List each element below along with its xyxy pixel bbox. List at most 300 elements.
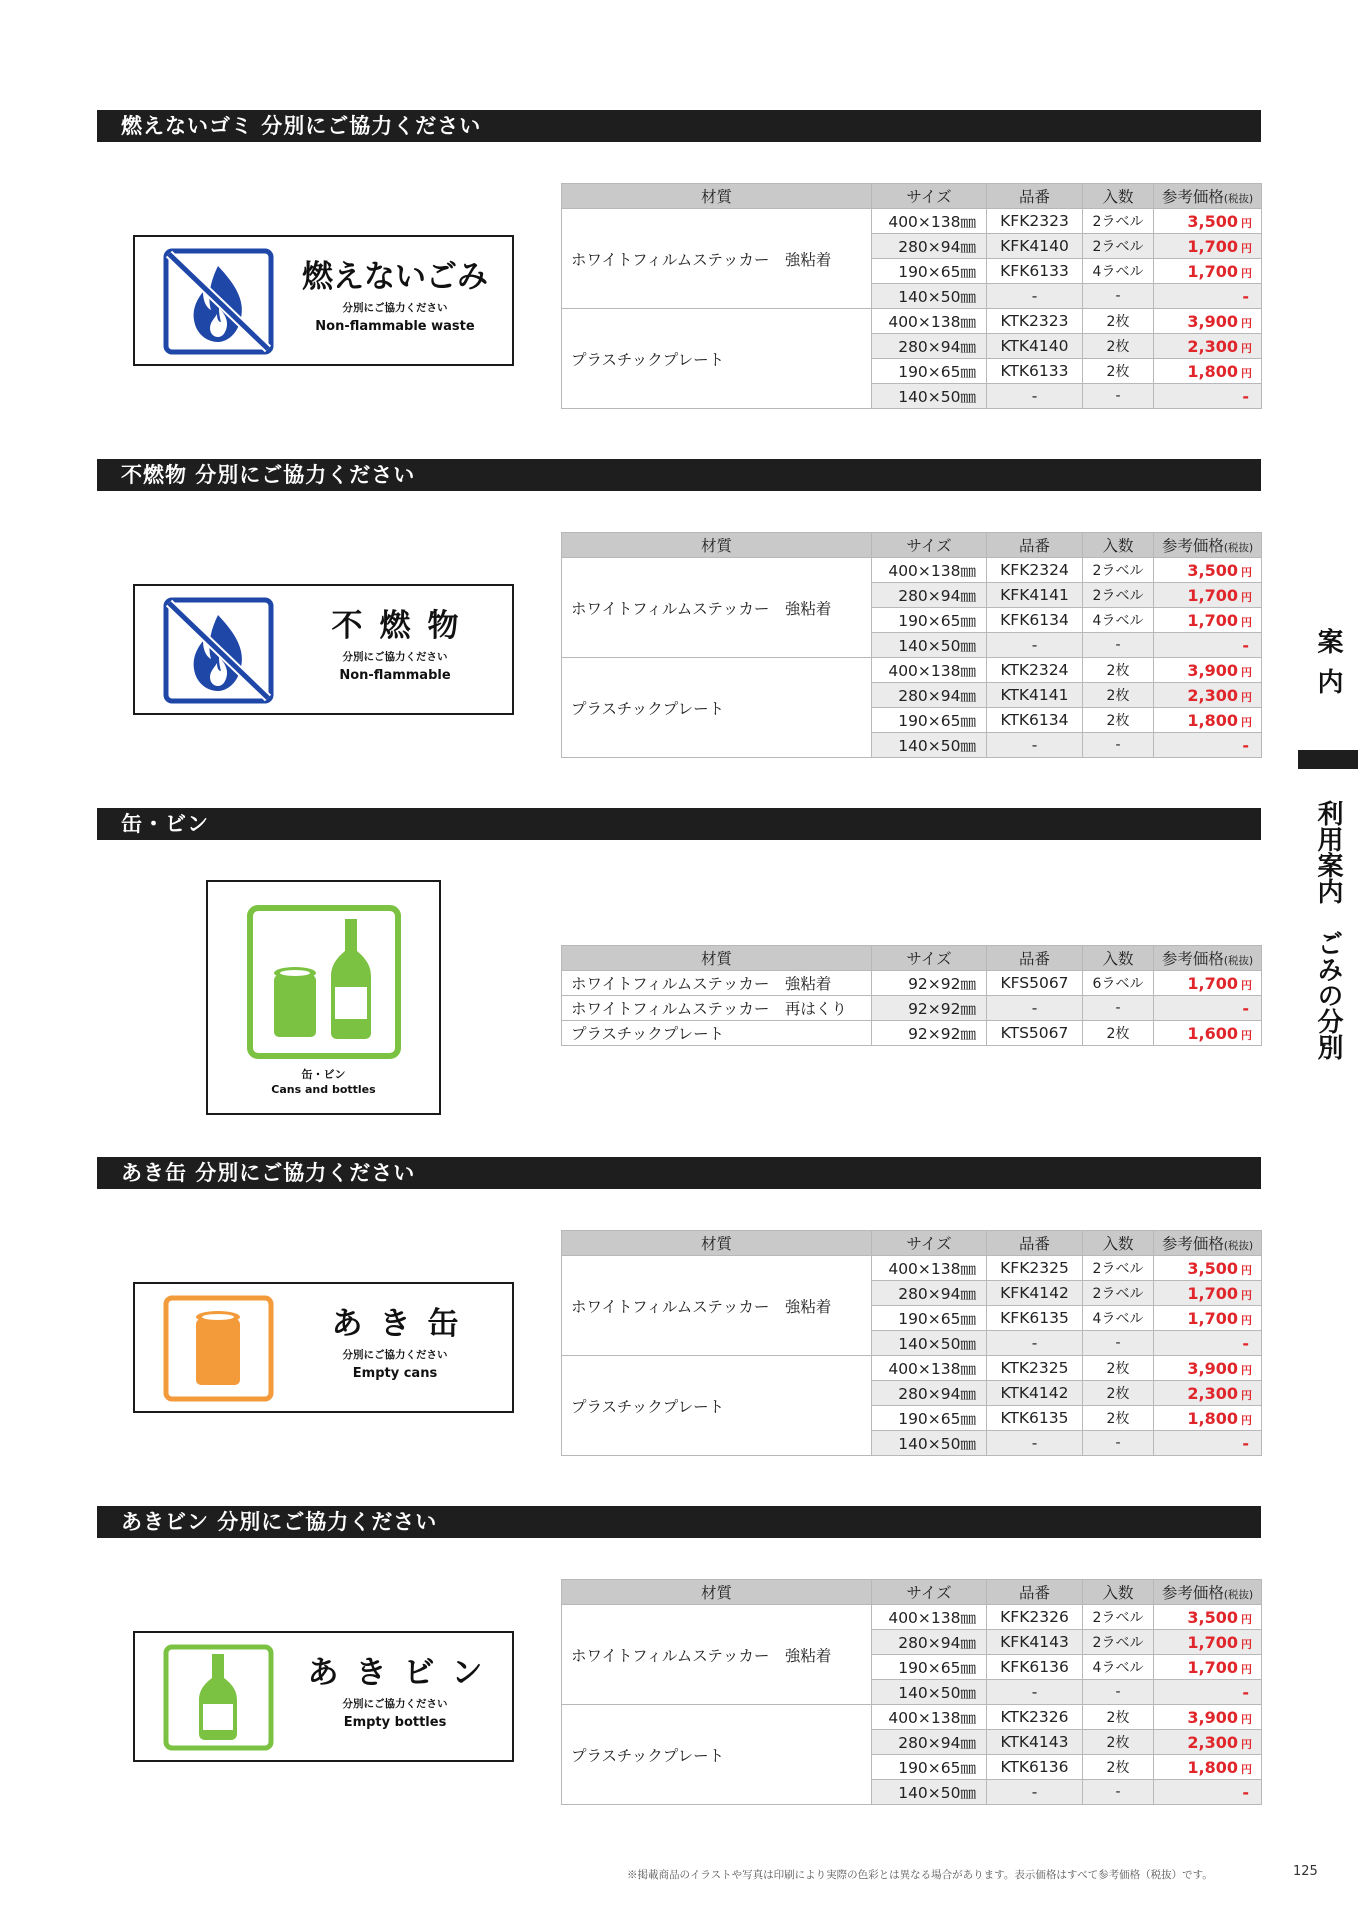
header-price-tax: (税抜) bbox=[1223, 542, 1254, 554]
price-yen: 円 bbox=[1241, 1612, 1252, 1626]
price-value: 1,700 bbox=[1187, 585, 1238, 605]
cell-price bbox=[1154, 309, 1262, 334]
cell-quantity: 2枚 bbox=[1083, 1356, 1154, 1381]
cell-quantity: 4ラベル bbox=[1083, 1306, 1154, 1331]
header-quantity: 入数 bbox=[1083, 1231, 1154, 1256]
sign-en-text: Empty cans bbox=[352, 1366, 438, 1381]
price-yen: 円 bbox=[1241, 241, 1252, 255]
cell-part-number: KTK4140 bbox=[987, 334, 1083, 359]
cell-quantity: 2ラベル bbox=[1083, 583, 1154, 608]
header-quantity: 入数 bbox=[1083, 1580, 1154, 1605]
price-value: 1,800 bbox=[1187, 1408, 1238, 1428]
cell-price bbox=[1154, 1705, 1262, 1730]
cell-part-number: KFK2326 bbox=[987, 1605, 1083, 1630]
price-yen: 円 bbox=[1241, 1737, 1252, 1751]
header-price bbox=[1154, 184, 1262, 209]
price-yen: 円 bbox=[1241, 978, 1252, 992]
cell-price bbox=[1154, 1780, 1262, 1805]
price-yen: 円 bbox=[1241, 665, 1252, 679]
cell-part-number: KFK2324 bbox=[987, 558, 1083, 583]
header-price-label: 参考価格 bbox=[1161, 537, 1224, 555]
sign-jp-text: 不燃物 bbox=[331, 608, 476, 644]
cell-price bbox=[1154, 1630, 1262, 1655]
cell-size: 280×94㎜ bbox=[872, 234, 987, 259]
side-tab-divider bbox=[1298, 750, 1358, 769]
header-part-number: 品番 bbox=[987, 946, 1083, 971]
cell-part-number: KFK2325 bbox=[987, 1256, 1083, 1281]
header-price-tax: (税抜) bbox=[1223, 1240, 1254, 1252]
price-value: 3,900 bbox=[1187, 1707, 1238, 1727]
cell-quantity: 4ラベル bbox=[1083, 259, 1154, 284]
cell-quantity: 2ラベル bbox=[1083, 1630, 1154, 1655]
cell-quantity: - bbox=[1083, 1780, 1154, 1805]
cell-price bbox=[1154, 1306, 1262, 1331]
sign-nonflammable bbox=[133, 584, 514, 715]
header-material: 材質 bbox=[562, 1231, 872, 1256]
header-size: サイズ bbox=[872, 1580, 987, 1605]
cell-size: 400×138㎜ bbox=[872, 309, 987, 334]
section-title: 燃えないゴミ 分別にご協力ください bbox=[97, 110, 1261, 142]
cell-size: 280×94㎜ bbox=[872, 1730, 987, 1755]
cell-material: ホワイトフィルムステッカー 再はくり bbox=[562, 996, 872, 1021]
cell-price bbox=[1154, 209, 1262, 234]
cell-part-number: KFK4141 bbox=[987, 583, 1083, 608]
price-yen: 円 bbox=[1241, 1313, 1252, 1327]
sign-en-text: Empty bottles bbox=[343, 1715, 447, 1730]
cell-material: プラスチックプレート bbox=[562, 309, 872, 409]
price-yen: 円 bbox=[1241, 590, 1252, 604]
cell-quantity: 2ラベル bbox=[1083, 1605, 1154, 1630]
sign-sub-text: 分別にご協力ください bbox=[342, 651, 448, 663]
cell-quantity: 2枚 bbox=[1083, 708, 1154, 733]
sign-sub-text: 分別にご協力ください bbox=[342, 1698, 448, 1710]
table-header-row bbox=[562, 533, 1262, 558]
price-value: 2,300 bbox=[1187, 1732, 1238, 1752]
table-row bbox=[562, 1256, 1262, 1281]
cell-size: 400×138㎜ bbox=[872, 1605, 987, 1630]
cell-size: 92×92㎜ bbox=[872, 1021, 987, 1046]
cell-part-number: - bbox=[987, 1680, 1083, 1705]
side-tab-top-text: 案内 bbox=[1313, 628, 1343, 708]
cell-quantity: 2枚 bbox=[1083, 658, 1154, 683]
cell-price bbox=[1154, 284, 1262, 309]
cell-size: 400×138㎜ bbox=[872, 1356, 987, 1381]
cell-size: 280×94㎜ bbox=[872, 1630, 987, 1655]
cell-size: 280×94㎜ bbox=[872, 1381, 987, 1406]
header-size: サイズ bbox=[872, 184, 987, 209]
cell-material: プラスチックプレート bbox=[562, 1021, 872, 1046]
price-value: 1,700 bbox=[1187, 1308, 1238, 1328]
header-part-number: 品番 bbox=[987, 184, 1083, 209]
cell-size: 400×138㎜ bbox=[872, 209, 987, 234]
sign-empty-bottles bbox=[133, 1631, 514, 1762]
price-value: 1,700 bbox=[1187, 1657, 1238, 1677]
price-value: 1,800 bbox=[1187, 1757, 1238, 1777]
can-and-bottle-icon bbox=[247, 905, 401, 1059]
cell-size: 140×50㎜ bbox=[872, 633, 987, 658]
header-material: 材質 bbox=[562, 1580, 872, 1605]
cell-quantity: 2枚 bbox=[1083, 309, 1154, 334]
price-value: - bbox=[1242, 386, 1249, 406]
cell-material: ホワイトフィルムステッカー 強粘着 bbox=[562, 1256, 872, 1356]
cell-price bbox=[1154, 1381, 1262, 1406]
sign-sub-text: 分別にご協力ください bbox=[342, 302, 448, 314]
cell-quantity: 2ラベル bbox=[1083, 234, 1154, 259]
price-yen: 円 bbox=[1241, 565, 1252, 579]
cell-quantity: 2枚 bbox=[1083, 683, 1154, 708]
cell-price bbox=[1154, 1431, 1262, 1456]
price-yen: 円 bbox=[1241, 690, 1252, 704]
cell-size: 140×50㎜ bbox=[872, 1780, 987, 1805]
cell-size: 190×65㎜ bbox=[872, 1406, 987, 1431]
cell-part-number: KFK2323 bbox=[987, 209, 1083, 234]
sign-sub-text: 分別にご協力ください bbox=[342, 1349, 448, 1361]
cell-price bbox=[1154, 384, 1262, 409]
no-fire-icon bbox=[163, 248, 274, 355]
product-table bbox=[561, 1230, 1262, 1456]
header-price bbox=[1154, 946, 1262, 971]
sign-nonflammable-waste bbox=[133, 235, 514, 366]
side-tab-bottom-text: 利用案内 ごみの分別 bbox=[1313, 800, 1343, 1060]
cell-price bbox=[1154, 608, 1262, 633]
header-quantity: 入数 bbox=[1083, 184, 1154, 209]
cell-price bbox=[1154, 1256, 1262, 1281]
cell-material: ホワイトフィルムステッカー 強粘着 bbox=[562, 1605, 872, 1705]
cell-part-number: KTK2326 bbox=[987, 1705, 1083, 1730]
price-yen: 円 bbox=[1241, 1712, 1252, 1726]
header-material: 材質 bbox=[562, 533, 872, 558]
cell-size: 190×65㎜ bbox=[872, 259, 987, 284]
price-value: - bbox=[1242, 286, 1249, 306]
price-value: 3,900 bbox=[1187, 1358, 1238, 1378]
cell-quantity: - bbox=[1083, 1431, 1154, 1456]
cell-price bbox=[1154, 733, 1262, 758]
cell-price bbox=[1154, 334, 1262, 359]
price-yen: 円 bbox=[1241, 615, 1252, 629]
cell-price bbox=[1154, 1356, 1262, 1381]
header-size: サイズ bbox=[872, 946, 987, 971]
cell-quantity: 2ラベル bbox=[1083, 209, 1154, 234]
cell-size: 400×138㎜ bbox=[872, 658, 987, 683]
price-value: 1,700 bbox=[1187, 1632, 1238, 1652]
price-value: 2,300 bbox=[1187, 685, 1238, 705]
price-yen: 円 bbox=[1241, 216, 1252, 230]
header-price-label: 参考価格 bbox=[1161, 950, 1224, 968]
cell-size: 190×65㎜ bbox=[872, 359, 987, 384]
cell-quantity: - bbox=[1083, 633, 1154, 658]
cell-quantity: 2枚 bbox=[1083, 334, 1154, 359]
cell-quantity: 2枚 bbox=[1083, 1755, 1154, 1780]
cell-quantity: 2ラベル bbox=[1083, 1281, 1154, 1306]
cell-quantity: 4ラベル bbox=[1083, 608, 1154, 633]
header-part-number: 品番 bbox=[987, 533, 1083, 558]
cell-price bbox=[1154, 359, 1262, 384]
cell-size: 140×50㎜ bbox=[872, 733, 987, 758]
cell-price bbox=[1154, 558, 1262, 583]
no-fire-icon bbox=[163, 597, 274, 704]
price-yen: 円 bbox=[1241, 1363, 1252, 1377]
table-header-row bbox=[562, 1580, 1262, 1605]
price-value: 3,900 bbox=[1187, 311, 1238, 331]
cell-part-number: KFK4142 bbox=[987, 1281, 1083, 1306]
cell-quantity: - bbox=[1083, 1331, 1154, 1356]
product-table bbox=[561, 1579, 1262, 1805]
sign-en-text: Non-flammable bbox=[339, 668, 451, 683]
cell-price bbox=[1154, 1406, 1262, 1431]
price-value: - bbox=[1242, 1782, 1249, 1802]
cell-price bbox=[1154, 1730, 1262, 1755]
cell-price bbox=[1154, 234, 1262, 259]
price-value: 1,800 bbox=[1187, 710, 1238, 730]
cell-part-number: KFK4140 bbox=[987, 234, 1083, 259]
table-row bbox=[562, 996, 1262, 1021]
price-value: 3,500 bbox=[1187, 560, 1238, 580]
cell-quantity: - bbox=[1083, 384, 1154, 409]
cell-price bbox=[1154, 1605, 1262, 1630]
cell-quantity: - bbox=[1083, 996, 1154, 1021]
sign-jp-text: 燃えないごみ bbox=[302, 259, 488, 295]
cell-size: 140×50㎜ bbox=[872, 284, 987, 309]
header-quantity: 入数 bbox=[1083, 946, 1154, 971]
cell-price bbox=[1154, 1021, 1262, 1046]
price-yen: 円 bbox=[1241, 366, 1252, 380]
product-table bbox=[561, 183, 1262, 409]
cell-quantity: - bbox=[1083, 284, 1154, 309]
cell-size: 280×94㎜ bbox=[872, 583, 987, 608]
price-yen: 円 bbox=[1241, 1263, 1252, 1277]
product-table bbox=[561, 532, 1262, 758]
cell-quantity: 2枚 bbox=[1083, 1381, 1154, 1406]
cell-price bbox=[1154, 1755, 1262, 1780]
cell-quantity: 2ラベル bbox=[1083, 558, 1154, 583]
header-quantity: 入数 bbox=[1083, 533, 1154, 558]
table-row bbox=[562, 1705, 1262, 1730]
table-header-row bbox=[562, 1231, 1262, 1256]
sign-cans-bottles bbox=[206, 880, 441, 1115]
cell-size: 190×65㎜ bbox=[872, 1755, 987, 1780]
cell-part-number: KFK6135 bbox=[987, 1306, 1083, 1331]
product-table bbox=[561, 945, 1262, 1046]
price-value: - bbox=[1242, 1333, 1249, 1353]
price-yen: 円 bbox=[1241, 715, 1252, 729]
cell-part-number: KTK2325 bbox=[987, 1356, 1083, 1381]
cell-size: 400×138㎜ bbox=[872, 1256, 987, 1281]
price-yen: 円 bbox=[1241, 1762, 1252, 1776]
table-header-row bbox=[562, 184, 1262, 209]
cell-size: 140×50㎜ bbox=[872, 1680, 987, 1705]
cell-price bbox=[1154, 658, 1262, 683]
price-yen: 円 bbox=[1241, 1637, 1252, 1651]
price-yen: 円 bbox=[1241, 1662, 1252, 1676]
header-part-number: 品番 bbox=[987, 1231, 1083, 1256]
cell-price bbox=[1154, 1680, 1262, 1705]
price-value: 3,900 bbox=[1187, 660, 1238, 680]
cell-part-number: KTK2323 bbox=[987, 309, 1083, 334]
price-value: 1,600 bbox=[1187, 1023, 1238, 1043]
header-price bbox=[1154, 1580, 1262, 1605]
sign-en-text: Cans and bottles bbox=[271, 1083, 376, 1096]
table-row bbox=[562, 209, 1262, 234]
cell-size: 280×94㎜ bbox=[872, 1281, 987, 1306]
cell-material: プラスチックプレート bbox=[562, 658, 872, 758]
price-value: 1,800 bbox=[1187, 361, 1238, 381]
cell-part-number: KTK6133 bbox=[987, 359, 1083, 384]
cell-price bbox=[1154, 1655, 1262, 1680]
sign-empty-cans bbox=[133, 1282, 514, 1413]
cell-part-number: KTK6136 bbox=[987, 1755, 1083, 1780]
sign-jp-text: 缶・ビン bbox=[301, 1068, 346, 1081]
cell-size: 400×138㎜ bbox=[872, 558, 987, 583]
section-title: 缶・ビン bbox=[97, 808, 1261, 840]
header-price-label: 参考価格 bbox=[1161, 1584, 1224, 1602]
price-value: - bbox=[1242, 998, 1249, 1018]
cell-material: ホワイトフィルムステッカー 強粘着 bbox=[562, 971, 872, 996]
cell-price bbox=[1154, 708, 1262, 733]
cell-part-number: - bbox=[987, 1780, 1083, 1805]
header-price bbox=[1154, 1231, 1262, 1256]
sign-jp-text: あき缶 bbox=[331, 1306, 476, 1342]
table-row bbox=[562, 658, 1262, 683]
header-price-tax: (税抜) bbox=[1223, 955, 1254, 967]
cell-size: 190×65㎜ bbox=[872, 1306, 987, 1331]
price-value: - bbox=[1242, 1433, 1249, 1453]
cell-quantity: 2枚 bbox=[1083, 1406, 1154, 1431]
cell-size: 190×65㎜ bbox=[872, 608, 987, 633]
header-material: 材質 bbox=[562, 946, 872, 971]
cell-price bbox=[1154, 996, 1262, 1021]
price-value: 3,500 bbox=[1187, 1607, 1238, 1627]
header-price-label: 参考価格 bbox=[1161, 188, 1224, 206]
table-row bbox=[562, 1605, 1262, 1630]
cell-quantity: 4ラベル bbox=[1083, 1655, 1154, 1680]
cell-part-number: KFK4143 bbox=[987, 1630, 1083, 1655]
cell-size: 190×65㎜ bbox=[872, 708, 987, 733]
cell-part-number: KFK6136 bbox=[987, 1655, 1083, 1680]
cell-part-number: KFK6134 bbox=[987, 608, 1083, 633]
cell-quantity: 2枚 bbox=[1083, 1705, 1154, 1730]
side-tab-guide bbox=[1298, 628, 1358, 708]
section-title: あきビン 分別にご協力ください bbox=[97, 1506, 1261, 1538]
cell-part-number: KTS5067 bbox=[987, 1021, 1083, 1046]
cell-part-number: - bbox=[987, 284, 1083, 309]
cell-price bbox=[1154, 633, 1262, 658]
cell-size: 92×92㎜ bbox=[872, 971, 987, 996]
footnote: ※掲載商品のイラストや写真は印刷により実際の色彩とは異なる場合があります。表示価格はすべて参考価格（税抜）です。 bbox=[627, 1869, 1213, 1881]
cell-part-number: - bbox=[987, 733, 1083, 758]
price-value: 1,700 bbox=[1187, 610, 1238, 630]
header-part-number: 品番 bbox=[987, 1580, 1083, 1605]
cell-size: 190×65㎜ bbox=[872, 1655, 987, 1680]
sign-en-text: Non-flammable waste bbox=[315, 319, 475, 334]
section-title: 不燃物 分別にご協力ください bbox=[97, 459, 1261, 491]
cell-quantity: - bbox=[1083, 733, 1154, 758]
cell-price bbox=[1154, 971, 1262, 996]
cell-quantity: 2枚 bbox=[1083, 1730, 1154, 1755]
table-row bbox=[562, 1021, 1262, 1046]
price-value: 1,700 bbox=[1187, 1283, 1238, 1303]
cell-quantity: 6ラベル bbox=[1083, 971, 1154, 996]
cell-size: 280×94㎜ bbox=[872, 683, 987, 708]
cell-part-number: KTK4142 bbox=[987, 1381, 1083, 1406]
cell-part-number: KTK4141 bbox=[987, 683, 1083, 708]
price-value: 3,500 bbox=[1187, 1258, 1238, 1278]
cell-part-number: KTK2324 bbox=[987, 658, 1083, 683]
bottle-icon bbox=[163, 1644, 274, 1751]
header-material: 材質 bbox=[562, 184, 872, 209]
header-size: サイズ bbox=[872, 533, 987, 558]
cell-material: ホワイトフィルムステッカー 強粘着 bbox=[562, 209, 872, 309]
cell-part-number: KFS5067 bbox=[987, 971, 1083, 996]
price-value: 3,500 bbox=[1187, 211, 1238, 231]
price-yen: 円 bbox=[1241, 1388, 1252, 1402]
cell-part-number: - bbox=[987, 633, 1083, 658]
cell-part-number: - bbox=[987, 1431, 1083, 1456]
cell-material: ホワイトフィルムステッカー 強粘着 bbox=[562, 558, 872, 658]
side-tab-category bbox=[1298, 800, 1358, 1060]
cell-material: プラスチックプレート bbox=[562, 1705, 872, 1805]
table-row bbox=[562, 558, 1262, 583]
price-yen: 円 bbox=[1241, 1028, 1252, 1042]
price-value: 1,700 bbox=[1187, 236, 1238, 256]
cell-size: 140×50㎜ bbox=[872, 1331, 987, 1356]
table-row bbox=[562, 309, 1262, 334]
header-price-tax: (税抜) bbox=[1223, 1589, 1254, 1601]
cell-part-number: - bbox=[987, 1331, 1083, 1356]
price-value: 2,300 bbox=[1187, 336, 1238, 356]
table-row bbox=[562, 971, 1262, 996]
price-yen: 円 bbox=[1241, 341, 1252, 355]
price-yen: 円 bbox=[1241, 1413, 1252, 1427]
table-row bbox=[562, 1356, 1262, 1381]
cell-part-number: KTK6134 bbox=[987, 708, 1083, 733]
can-icon bbox=[163, 1295, 274, 1402]
price-yen: 円 bbox=[1241, 266, 1252, 280]
cell-size: 280×94㎜ bbox=[872, 334, 987, 359]
price-value: 1,700 bbox=[1187, 261, 1238, 281]
cell-part-number: KFK6133 bbox=[987, 259, 1083, 284]
cell-size: 92×92㎜ bbox=[872, 996, 987, 1021]
header-price-label: 参考価格 bbox=[1161, 1235, 1224, 1253]
price-yen: 円 bbox=[1241, 1288, 1252, 1302]
price-yen: 円 bbox=[1241, 316, 1252, 330]
cell-price bbox=[1154, 259, 1262, 284]
cell-price bbox=[1154, 683, 1262, 708]
cell-part-number: - bbox=[987, 996, 1083, 1021]
header-size: サイズ bbox=[872, 1231, 987, 1256]
table-header-row bbox=[562, 946, 1262, 971]
cell-quantity: 2枚 bbox=[1083, 1021, 1154, 1046]
header-price bbox=[1154, 533, 1262, 558]
cell-size: 140×50㎜ bbox=[872, 1431, 987, 1456]
cell-part-number: KTK6135 bbox=[987, 1406, 1083, 1431]
cell-part-number: KTK4143 bbox=[987, 1730, 1083, 1755]
cell-price bbox=[1154, 1331, 1262, 1356]
price-value: 1,700 bbox=[1187, 973, 1238, 993]
cell-size: 400×138㎜ bbox=[872, 1705, 987, 1730]
header-price-tax: (税抜) bbox=[1223, 193, 1254, 205]
price-value: - bbox=[1242, 735, 1249, 755]
cell-material: プラスチックプレート bbox=[562, 1356, 872, 1456]
cell-price bbox=[1154, 583, 1262, 608]
section-title: あき缶 分別にご協力ください bbox=[97, 1157, 1261, 1189]
price-value: - bbox=[1242, 635, 1249, 655]
sign-jp-text: あきビン bbox=[307, 1655, 500, 1691]
cell-quantity: 2枚 bbox=[1083, 359, 1154, 384]
cell-quantity: - bbox=[1083, 1680, 1154, 1705]
cell-price bbox=[1154, 1281, 1262, 1306]
cell-size: 140×50㎜ bbox=[872, 384, 987, 409]
page-number: 125 bbox=[1293, 1864, 1318, 1879]
